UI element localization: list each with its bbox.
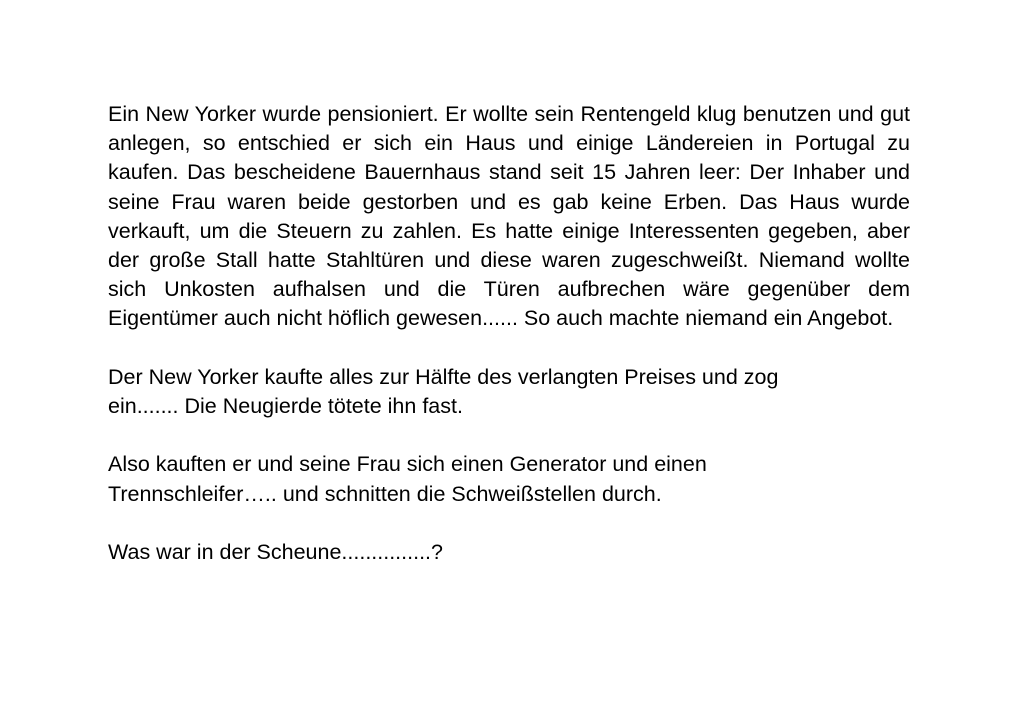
paragraph-purchase: Der New Yorker kaufte alles zur Hälfte des verlangten Preises und zog ein....... Die Neugierde tötete ihn fast.	[108, 364, 779, 419]
document-body	[108, 100, 910, 596]
paragraph-question: Was war in der Scheune...............?	[108, 540, 443, 564]
paragraph-story-intro: Ein New Yorker wurde pensioniert. Er wollte sein Rentengeld klug benutzen und gut anlegen, so entschied er sich ein Haus und einige Ländereien in Portugal zu kaufen. Das bescheidene Bauernhaus stand seit 15 Jahren leer: Der Inhaber und seine Frau waren beide gestorben und es gab keine Erben. Das Haus wurde verkauft, um die Steuern zu zahlen. Es hatte einige Interessenten gegeben, aber der große Stall hatte Stahltüren und diese waren zugeschweißt. Niemand wollte sich Unkosten aufhalsen und die Türen aufbrechen wäre gegenüber dem Eigentümer auch nicht höflich gewesen...... So auch machte niemand ein Angebot.	[108, 102, 910, 331]
paragraph-cutting: Also kauften er und seine Frau sich einen Generator und einen Trennschleifer….. und schnitten die Schweißstellen durch.	[108, 452, 707, 506]
